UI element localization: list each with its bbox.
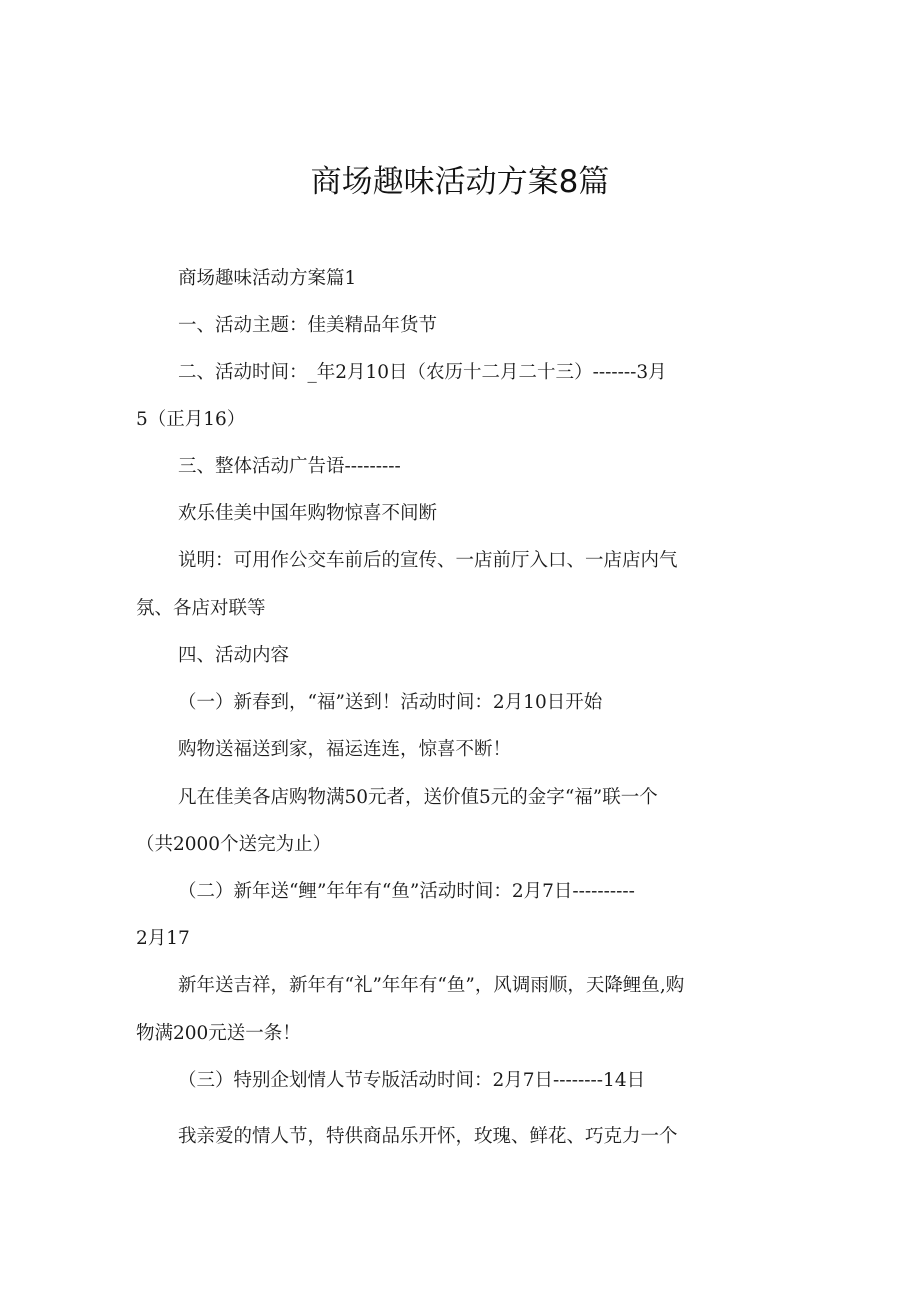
paragraph-line: 凡在佳美各店购物满50元者，送价值5元的金字“福”联一个 <box>178 787 658 808</box>
paragraph-line: 欢乐佳美中国年购物惊喜不间断 <box>178 503 438 524</box>
paragraph-line: 三、整体活动广告语--------- <box>178 456 401 477</box>
paragraph-line: 5（正月16） <box>136 409 246 430</box>
paragraph-line: 物满200元送一条！ <box>136 1023 301 1044</box>
paragraph-line: （共2000个送完为止） <box>136 834 332 855</box>
paragraph-line: 一、活动主题：佳美精品年货节 <box>178 315 438 336</box>
paragraph-line: 说明：可用作公交车前后的宣传、一店前厅入口、一店店内气 <box>178 550 678 571</box>
paragraph-line: （一）新春到，“福”送到！活动时间：2月10日开始 <box>178 692 603 713</box>
paragraph-line: 新年送吉祥，新年有“礼”年年有“鱼”，风调雨顺，天降鲤鱼,购 <box>178 975 685 996</box>
paragraph-line: 购物送福送到家，福运连连，惊喜不断！ <box>178 739 512 760</box>
paragraph-line: 我亲爱的情人节，特供商品乐开怀，玫瑰、鲜花、巧克力一个 <box>178 1126 678 1147</box>
section-heading: 商场趣味活动方案篇1 <box>178 268 357 289</box>
paragraph-line: （三）特别企划情人节专版活动时间：2月7日--------14日 <box>178 1070 646 1091</box>
paragraph-line: 2月17 <box>136 928 190 949</box>
paragraph-line: 氛、各店对联等 <box>136 598 266 619</box>
document-title: 商场趣味活动方案8篇 <box>310 164 610 200</box>
paragraph-line: 四、活动内容 <box>178 645 290 666</box>
paragraph-line: 二、活动时间：_年2月10日（农历十二月二十三）-------3月 <box>178 362 667 383</box>
paragraph-line: （二）新年送“鲤”年年有“鱼”活动时间：2月7日---------- <box>178 881 635 902</box>
